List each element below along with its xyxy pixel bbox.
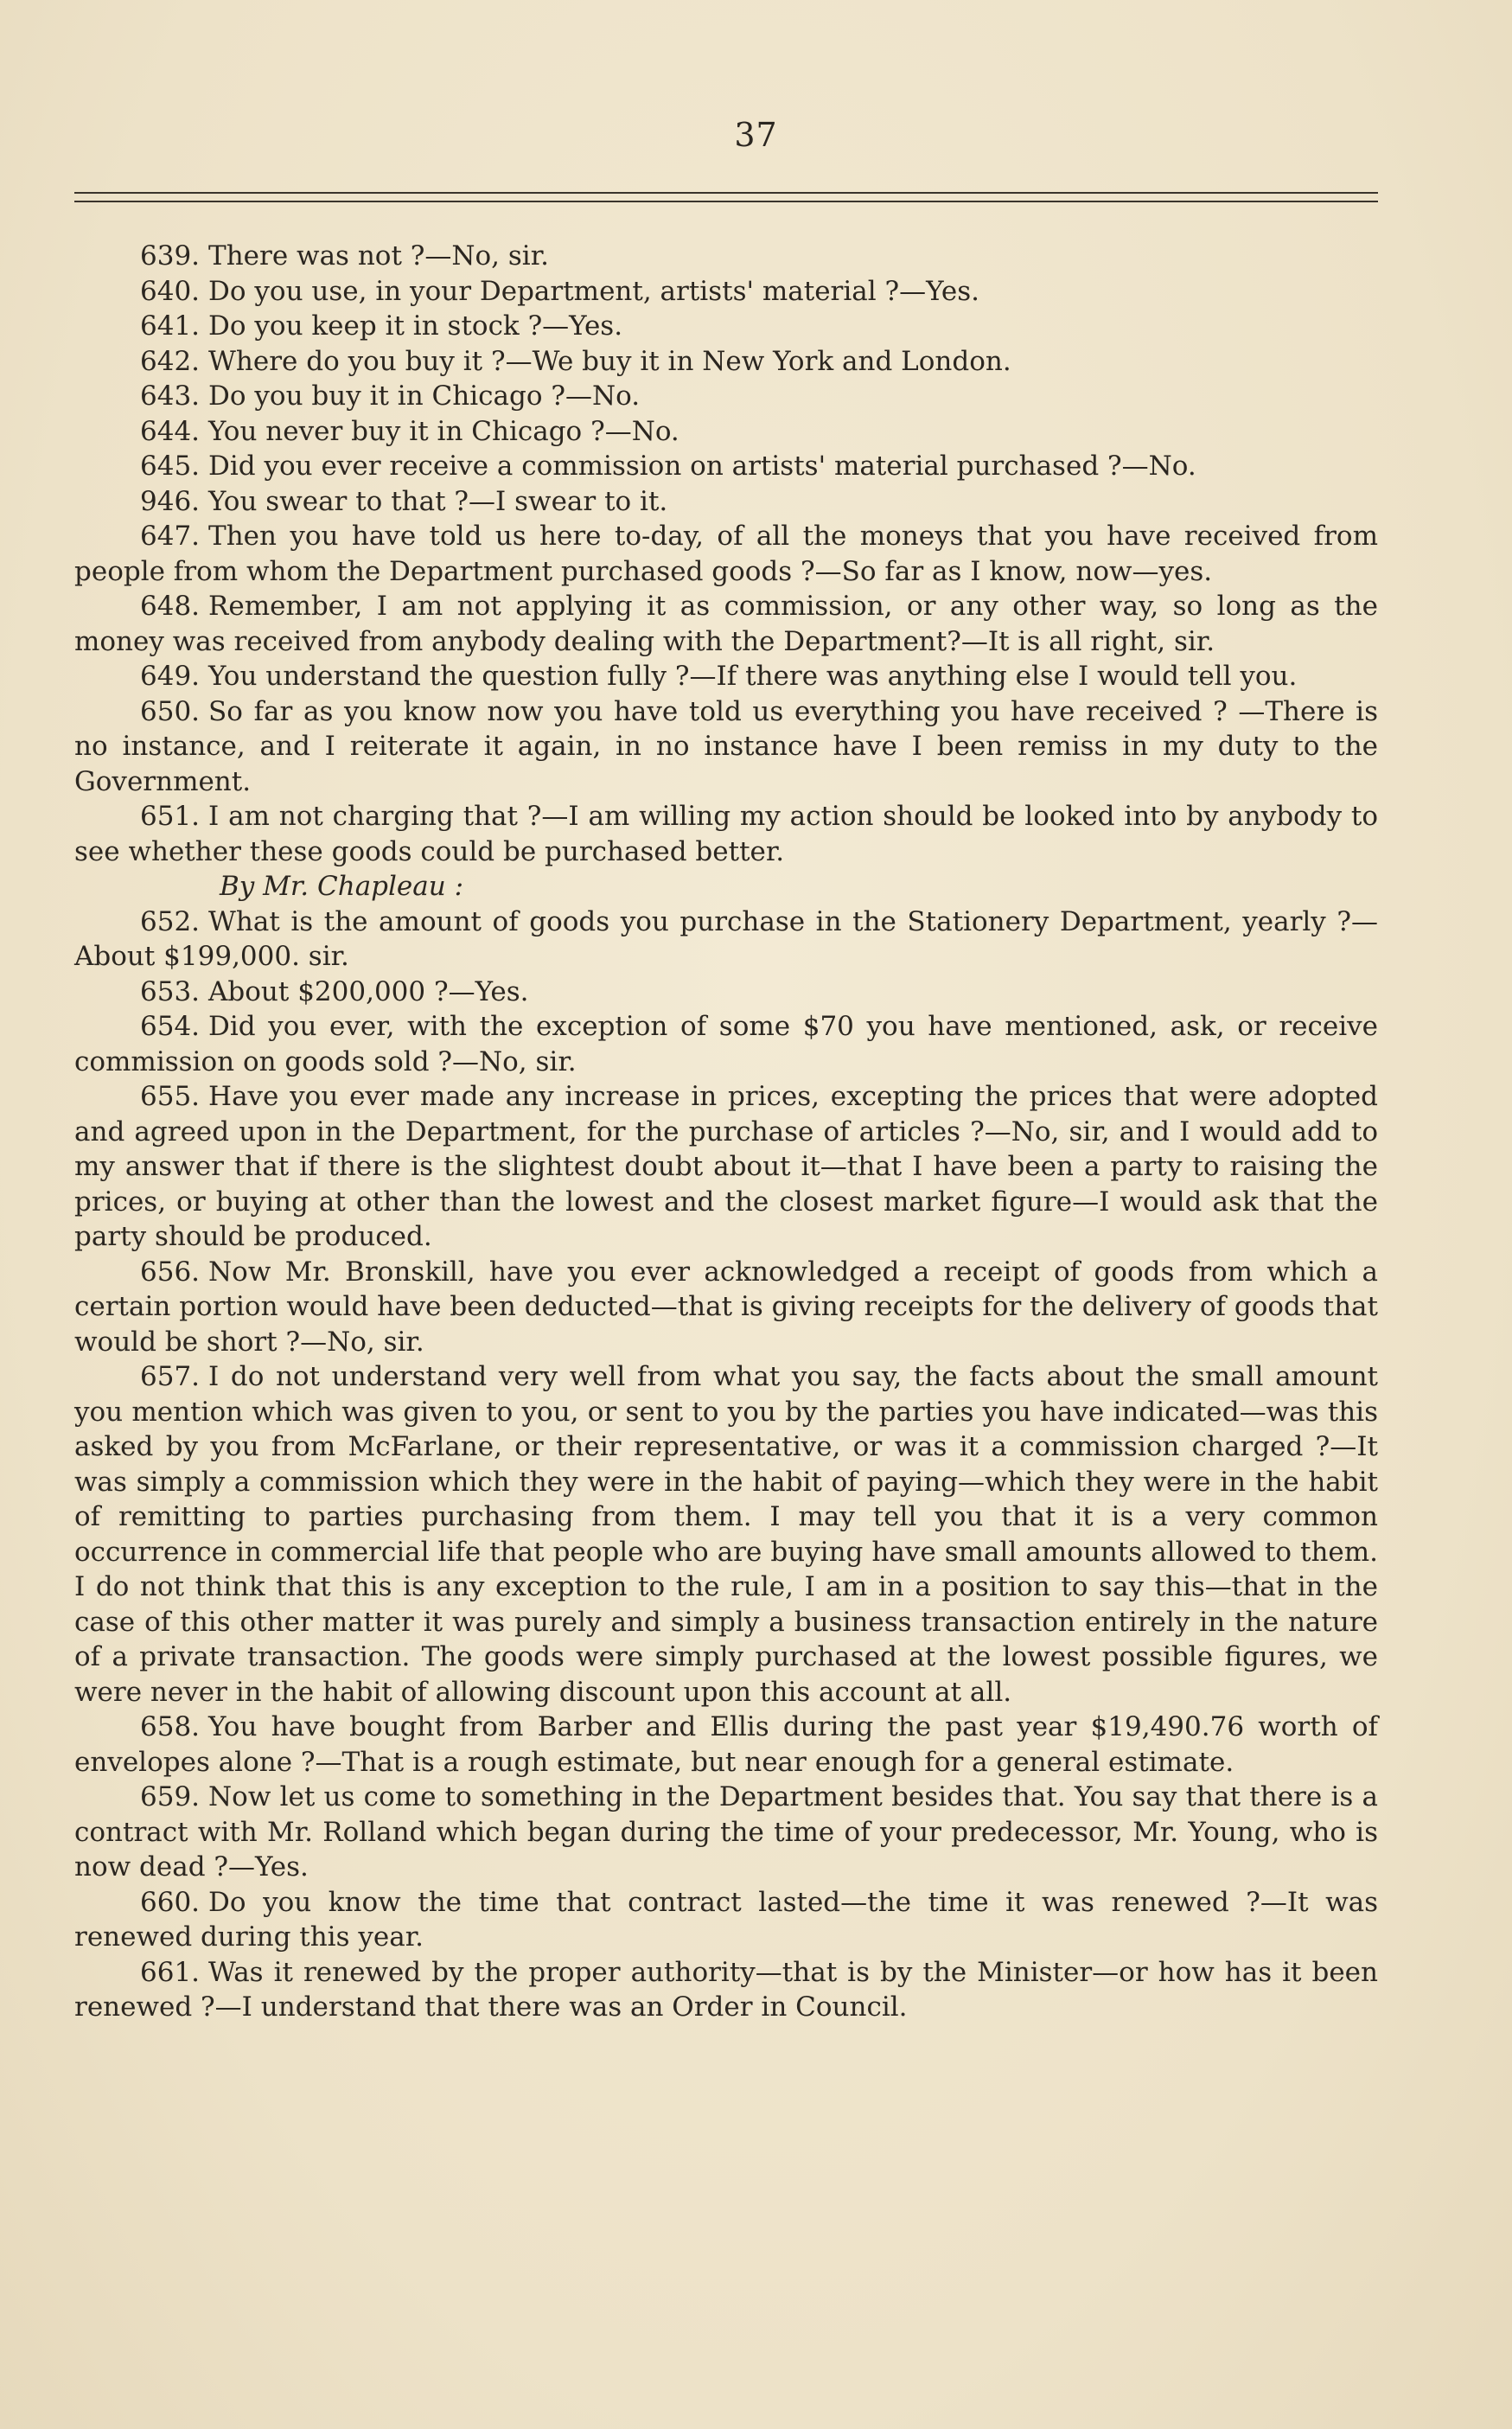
- testimony-entry: [74, 414, 1378, 450]
- entry-number: 651.: [140, 801, 201, 832]
- entry-text: You understand the question fully ?—If there was anything else I would tell you.: [208, 661, 1298, 692]
- entry-text: About $200,000 ?—Yes.: [208, 975, 529, 1007]
- testimony-entry: [74, 1255, 1378, 1360]
- entry-text: I do not understand very well from what you say, the facts about the small amount you mention which was given to you, or sent to you by the parties you have indicated—was this asked by you from McFarlane, or their representative, or was it a commission charged ?—It was simply a commission which they were in the habit of paying—which they were in the habit of remitting to parties purchasing from them. I may tell you that it is a very common occurrence in commercial life that people who are buying have small amounts allowed to them. I do not think that this is any exception to the rule, I am in a position to say this—that in the case of this other matter it was purely and simply a business transaction entirely in the nature of a private transaction. The goods were simply purchased at the lowest possible figures, we were never in the habit of allowing discount upon this account at all.: [74, 1361, 1378, 1708]
- entry-number: 655.: [140, 1081, 201, 1112]
- entry-number: 647.: [140, 521, 201, 552]
- testimony-entry: [74, 659, 1378, 694]
- entry-text: Do you know the time that contract lasted—the time it was renewed ?—It was renewed during this year.: [74, 1886, 1378, 1953]
- testimony-entry: [74, 484, 1378, 520]
- testimony-entry: [74, 519, 1378, 589]
- entry-number: 640.: [140, 275, 201, 307]
- testimony-entry: [74, 449, 1378, 484]
- entry-number: 652.: [140, 905, 201, 937]
- entry-text: I am not charging that ?—I am willing my action should be looked into by anybody to see whether these goods could be purchased better.: [74, 801, 1378, 867]
- testimony-entry: [74, 344, 1378, 380]
- testimony-entry: [74, 799, 1378, 869]
- testimony-entry: [74, 1885, 1378, 1955]
- testimony-entry: [74, 1780, 1378, 1885]
- entry-text: Do you use, in your Department, artists' material ?—Yes.: [208, 275, 980, 307]
- entry-number: 643.: [140, 380, 201, 412]
- entry-number: 659.: [140, 1781, 201, 1812]
- testimony-entry: [74, 309, 1378, 344]
- entry-number: 642.: [140, 345, 201, 377]
- testimony-entry: [74, 1079, 1378, 1255]
- testimony-entry: [74, 1359, 1378, 1710]
- testimony-entry: [74, 1009, 1378, 1079]
- testimony-entry: [74, 904, 1378, 975]
- entry-number: 644.: [140, 415, 201, 447]
- entry-text: Where do you buy it ?—We buy it in New York and London.: [208, 345, 1011, 377]
- entry-text: You never buy it in Chicago ?—No.: [208, 415, 679, 447]
- entry-text: Do you keep it in stock ?—Yes.: [208, 310, 623, 342]
- entry-text: What is the amount of goods you purchase in the Stationery Department, yearly ?—About $199,000. sir.: [74, 905, 1378, 972]
- entry-text: You have bought from Barber and Ellis during the past year $19,490.76 worth of envelopes alone ?—That is a rough estimate, but near enough for a general estimate.: [74, 1711, 1378, 1778]
- entry-number: 639.: [140, 240, 201, 272]
- testimony-entry: [74, 274, 1378, 310]
- entry-text: Now let us come to something in the Department besides that. You say that there is a contract with Mr. Rolland which began during the time of your predecessor, Mr. Young, who is now dead ?—Yes.: [74, 1781, 1378, 1882]
- entry-number: 641.: [140, 310, 201, 342]
- testimony-entry: [74, 1710, 1378, 1780]
- section-heading: By Mr. Chapleau :: [220, 871, 464, 902]
- entry-number: 653.: [140, 975, 201, 1007]
- entry-text: Did you ever, with the exception of some $70 you have mentioned, ask, or receive commission on goods sold ?—No, sir.: [74, 1011, 1378, 1077]
- entry-text: Now Mr. Bronskill, have you ever acknowledged a receipt of goods from which a certain portion would have been deducted—that is giving receipts for the delivery of goods that would be short ?—No, sir.: [74, 1256, 1378, 1358]
- entry-text: You swear to that ?—I swear to it.: [208, 485, 668, 517]
- entry-number: 657.: [140, 1361, 201, 1392]
- entry-number: 648.: [140, 591, 201, 622]
- testimony-body: [74, 239, 1378, 2025]
- testimony-entry: [74, 1955, 1378, 2025]
- testimony-entry: [74, 589, 1378, 659]
- header-rule-bottom: [74, 201, 1378, 202]
- entry-number: 660.: [140, 1886, 201, 1918]
- page-number: 37: [734, 116, 778, 154]
- header-rule-top: [74, 192, 1378, 194]
- entry-number: 650.: [140, 695, 201, 727]
- entry-number: 654.: [140, 1011, 201, 1042]
- entry-text: Was it renewed by the proper authority—that is by the Minister—or how has it been renewed ?—I understand that there was an Order in Council.: [74, 1956, 1378, 2023]
- entry-number: 649.: [140, 661, 201, 692]
- entry-text: There was not ?—No, sir.: [208, 240, 549, 272]
- testimony-entry: [74, 694, 1378, 800]
- entry-text: Do you buy it in Chicago ?—No.: [208, 380, 641, 412]
- testimony-entry: [74, 975, 1378, 1010]
- entry-number: 645.: [140, 451, 201, 482]
- testimony-entry: [74, 379, 1378, 414]
- entry-number: 658.: [140, 1711, 201, 1742]
- entry-number: 661.: [140, 1956, 201, 1988]
- entry-text: Did you ever receive a commission on artists' material purchased ?—No.: [208, 451, 1196, 482]
- testimony-entry: [74, 239, 1378, 274]
- entry-text: So far as you know now you have told us everything you have received ? —There is no instance, and I reiterate it again, in no instance have I been remiss in my duty to the Government.: [74, 695, 1378, 797]
- entry-text: Remember, I am not applying it as commission, or any other way, so long as the money was received from anybody dealing with the Department?—It is all right, sir.: [74, 591, 1378, 657]
- entry-number: 946.: [140, 485, 201, 517]
- entry-number: 656.: [140, 1256, 201, 1288]
- entry-text: Then you have told us here to-day, of all the moneys that you have received from people from whom the Department purchased goods ?—So far as I know, now—yes.: [74, 521, 1378, 587]
- entry-text: Have you ever made any increase in prices, excepting the prices that were adopted and agreed upon in the Department, for the purchase of articles ?—No, sir, and I would add to my answer that if there is the slightest doubt about it—that I have been a party to raising the prices, or buying at other than the lowest and the closest market figure—I would ask that the party should be produced.: [74, 1081, 1378, 1252]
